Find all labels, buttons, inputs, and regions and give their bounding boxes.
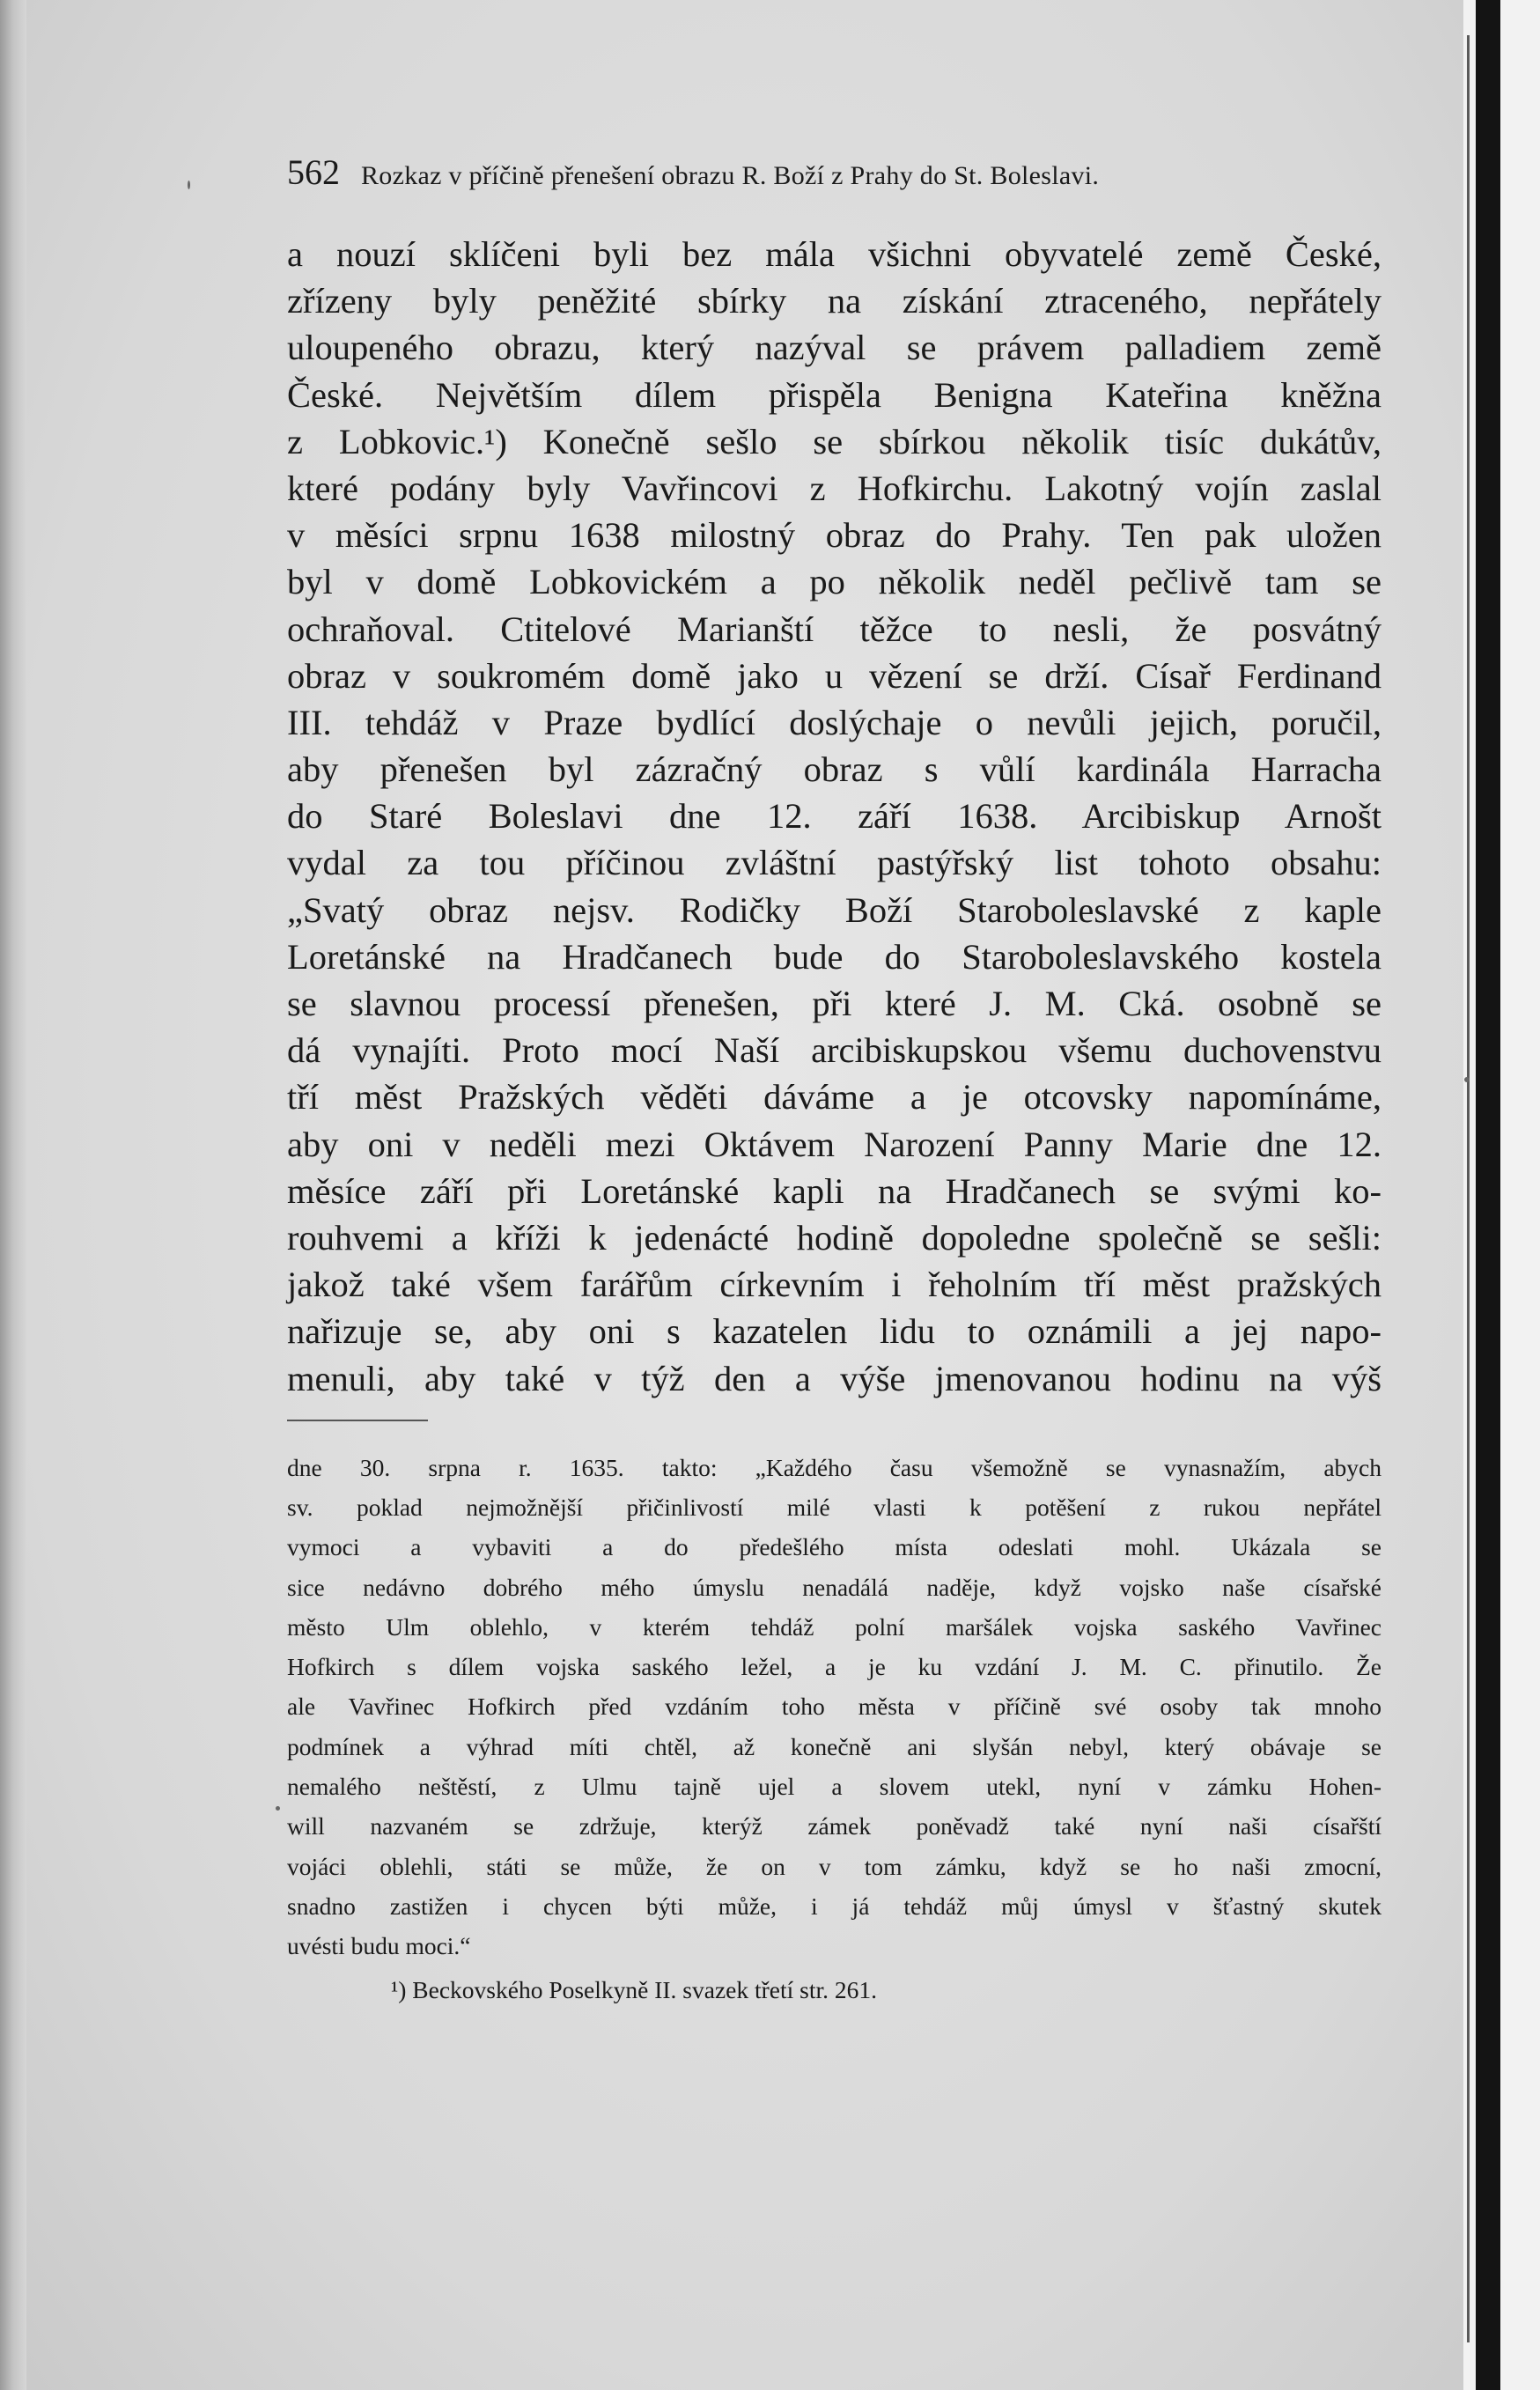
footnote-line: město Ulm oblehlo, v kterém tehdáž polní maršálek vojska saského Vavřinec [287,1612,1382,1641]
text-line: nařizuje se, aby oni s kazatelen lidu to oznámili a jej napo- [287,1311,1382,1352]
footnote-line: uvésti budu moci.“ [287,1932,471,1960]
text-line: rouhvemi a kříži k jedenácté hodině dopoledne společně se sešli: [287,1217,1382,1258]
text-line: obraz v soukromém domě jako u vězení se drží. Císař Ferdinand [287,655,1382,696]
scan-speck [188,181,190,189]
running-title: Rozkaz v příčině přenešení obrazu R. Boží z Prahy do St. Boleslavi. [361,161,1100,190]
text-line: v měsíci srpnu 1638 milostný obraz do Prahy. Ten pak uložen [287,515,1382,556]
text-line: zřízeny byly peněžité sbírky na získání ztraceného, nepřátely [287,281,1382,321]
text-line: aby oni v neděli mezi Oktávem Narození Panny Marie dne 12. [287,1124,1382,1164]
text-line: tří měst Pražských věděti dáváme a je otcovsky napomínáme, [287,1077,1382,1118]
footnote-line: Hofkirch s dílem vojska saského ležel, a je ku vzdání J. M. C. přinutilo. Že [287,1653,1382,1681]
text-line: III. tehdáž v Praze bydlící doslýchaje o nevůli jejich, poručil, [287,702,1382,742]
footnote-line: ale Vavřinec Hofkirch před vzdáním toho města v příčině své osoby tak mnoho [287,1693,1382,1721]
text-line: se slavnou processí přenešen, při které J. M. Cká. osobně se [287,984,1382,1023]
text-line: dá vynajíti. Proto mocí Naší arcibiskupskou všemu duchovenstvu [287,1030,1382,1071]
footnote-line: will nazvaném se zdržuje, kterýž zámek poněvadž také nyní naši císařští [287,1812,1382,1840]
text-line: a nouzí sklíčeni byli bez mála všichni obyvatelé země České, [287,234,1382,274]
right-scan-line [1467,35,1470,2342]
scan-speck [276,1806,280,1811]
text-line: menuli, aby také v týž den a výše jmenovanou hodinu na výš [287,1358,1382,1398]
footnote-reference: ¹) Beckovského Poselkyně II. svazek třetí str. 261. [391,1975,878,2003]
text-line: Loretánské na Hradčanech bude do Staroboleslavského kostela [287,936,1382,977]
scan-speck [1464,1077,1470,1082]
footnote-divider [287,1420,428,1421]
text-line: které podány byly Vavřincovi z Hofkirchu. Lakotný vojín zaslal [287,468,1382,508]
running-header [287,151,1388,195]
text-line: měsíce září při Loretánské kapli na Hradčanech se svými ko- [287,1170,1382,1211]
text-line: vydal za tou příčinou zvláštní pastýřský list tohoto obsahu: [287,843,1382,883]
text-line: uloupeného obrazu, který nazýval se právem palladiem země [287,328,1382,368]
text-line: z Lobkovic.¹) Konečně sešlo se sbírkou několik tisíc dukátův, [287,421,1382,461]
text-line: „Svatý obraz nejsv. Rodičky Boží Staroboleslavské z kaple [287,889,1382,930]
footnotes [287,1448,1382,2010]
text-line: České. Největším dílem přispěla Benigna Kateřina kněžna [287,374,1382,415]
book-binding-edge [0,0,26,2390]
text-line: jakož také všem farářům církevním i řeholním tří měst pražských [287,1265,1382,1305]
footnote-line: vojáci oblehli, státi se může, že on v tom zámku, když se ho naši zmocní, [287,1852,1382,1880]
text-line: aby přenešen byl zázračný obraz s vůlí kardinála Harracha [287,749,1382,790]
page-number: 562 [287,152,340,192]
footnote-line: sice nedávno dobrého mého úmyslu nenadálá naděje, když vojsko naše císařské [287,1573,1382,1601]
right-scan-border [1476,0,1500,2390]
footnote-line: sv. poklad nejmožnější přičinlivostí milé vlasti k potěšení z rukou nepřátel [287,1493,1382,1521]
footnote-line: snadno zastižen i chycen býti může, i já tehdáž můj úmysl v šťastný skutek [287,1892,1382,1920]
main-text [287,231,1382,1402]
footnote-line: vymoci a vybaviti a do předešlého místa odeslati mohl. Ukázala se [287,1533,1382,1561]
text-line: byl v domě Lobkovickém a po několik neděl pečlivě tam se [287,562,1382,602]
footnote-line: nemalého neštěstí, z Ulmu tajně ujel a slovem utekl, nyní v zámku Hohen- [287,1773,1382,1801]
footnote-line: dne 30. srpna r. 1635. takto: „Každého času všemožně se vynasnažím, abych [287,1453,1382,1481]
book-page [287,151,1388,2010]
text-line: do Staré Boleslavi dne 12. září 1638. Arcibiskup Arnošt [287,796,1382,837]
footnote-line: podmínek a výhrad míti chtěl, až konečně ani slyšán nebyl, který obávaje se [287,1732,1382,1760]
text-line: ochraňoval. Ctitelové Marianští těžce to nesli, že posvátný [287,609,1382,649]
